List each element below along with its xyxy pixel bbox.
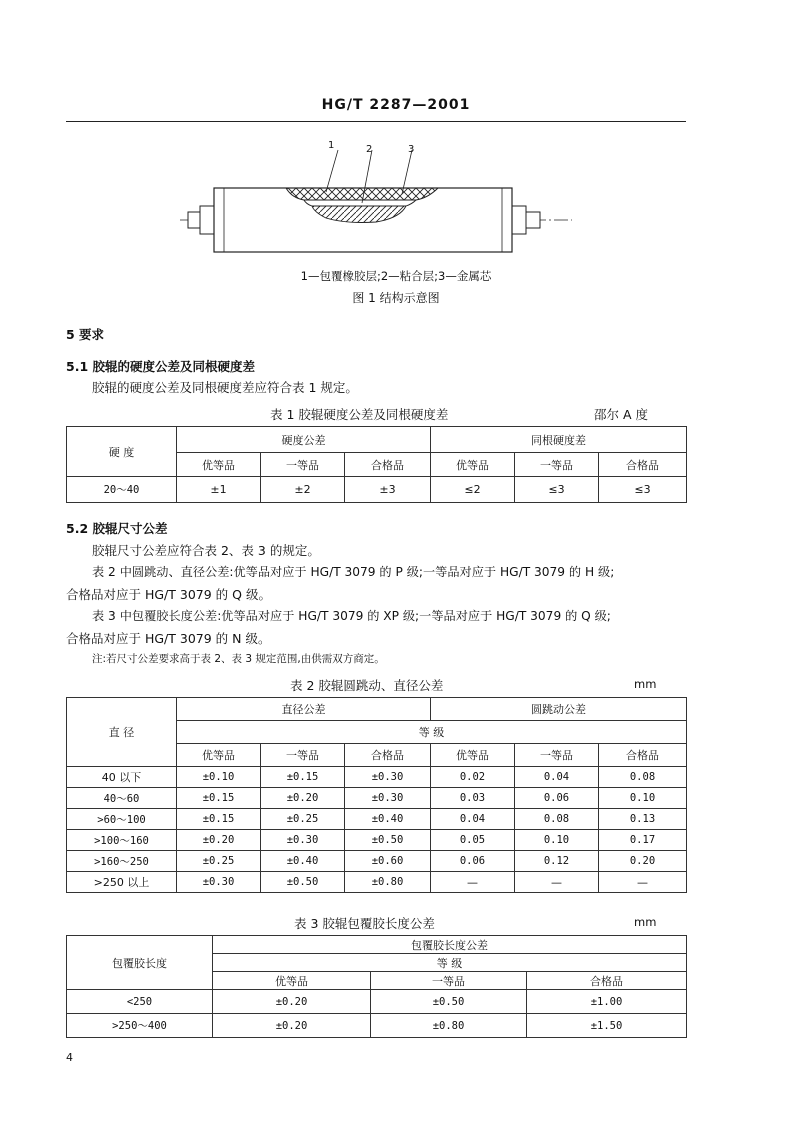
table-2-row-header: 直 径 xyxy=(67,698,177,767)
section-5-2-p1: 胶辊尺寸公差应符合表 2、表 3 的规定。 xyxy=(92,543,320,558)
table-1-row-header: 硬 度 xyxy=(67,427,177,477)
table-1 xyxy=(66,426,687,503)
table-cell: ±0.50 xyxy=(261,872,345,893)
page-number: 4 xyxy=(66,1051,73,1064)
table-2-subheader: 合格品 xyxy=(345,744,431,767)
table-2-unit: mm xyxy=(634,677,657,691)
left-shaft-end xyxy=(188,212,200,228)
table-2-subheader: 一等品 xyxy=(515,744,599,767)
table-1-caption: 表 1 胶辊硬度公差及同根硬度差 xyxy=(270,407,449,422)
table-cell: <250 xyxy=(67,990,213,1014)
table-cell: ±0.80 xyxy=(371,1014,527,1038)
table-2-caption: 表 2 胶辊圆跳动、直径公差 xyxy=(290,678,444,693)
table-cell: 0.08 xyxy=(515,809,599,830)
section-5-1-body: 胶辊的硬度公差及同根硬度差应符合表 1 规定。 xyxy=(92,380,358,395)
document-header: HG/T 2287—2001 xyxy=(321,97,471,113)
table-cell: ±0.80 xyxy=(345,872,431,893)
rubber-layer xyxy=(286,188,438,200)
table-2-group-diameter: 直径公差 xyxy=(177,698,431,721)
figure-caption: 图 1 结构示意图 xyxy=(352,291,440,305)
table-cell: 0.20 xyxy=(599,851,687,872)
table-cell: >60～100 xyxy=(67,809,177,830)
table-cell: ±3 xyxy=(345,477,431,503)
table-cell: 0.06 xyxy=(431,851,515,872)
table-row xyxy=(67,477,687,503)
table-cell: ±0.50 xyxy=(371,990,527,1014)
figure-label-3: 3 xyxy=(408,144,415,155)
table-cell: 40 以下 xyxy=(67,767,177,788)
table-row xyxy=(67,788,687,809)
table-cell: ±1.50 xyxy=(527,1014,687,1038)
table-cell: ±0.40 xyxy=(261,851,345,872)
table-cell: ±1 xyxy=(177,477,261,503)
table-cell: — xyxy=(431,872,515,893)
table-row xyxy=(67,1014,687,1038)
table-cell: ±1.00 xyxy=(527,990,687,1014)
table-cell: 0.04 xyxy=(431,809,515,830)
table-3-unit: mm xyxy=(634,915,657,929)
table-3-caption: 表 3 胶辊包覆胶长度公差 xyxy=(294,916,435,931)
table-row xyxy=(67,809,687,830)
table-cell: >250 以上 xyxy=(67,872,177,893)
table-cell: ±0.15 xyxy=(177,788,261,809)
table-cell: ±0.20 xyxy=(213,1014,371,1038)
table-3-group: 包覆胶长度公差 xyxy=(213,936,687,954)
table-3-subheader: 合格品 xyxy=(527,972,687,990)
table-cell: ±0.40 xyxy=(345,809,431,830)
section-5-2-p3a: 表 3 中包覆胶长度公差:优等品对应于 HG/T 3079 的 XP 级;一等品对应于 HG/T 3079 的 Q 级; xyxy=(92,609,611,623)
figure-legend: 1—包覆橡胶层;2—粘合层;3—金属芯 xyxy=(300,269,492,283)
table-1-group-hardness: 硬度公差 xyxy=(177,427,431,453)
table-cell: 0.08 xyxy=(599,767,687,788)
table-cell: ±0.15 xyxy=(177,809,261,830)
table-2-grade-header: 等 级 xyxy=(177,721,687,744)
table-cell: 0.06 xyxy=(515,788,599,809)
right-shaft-end xyxy=(526,212,540,228)
table-cell: 0.05 xyxy=(431,830,515,851)
table-cell: ±0.30 xyxy=(261,830,345,851)
table-cell: >100～160 xyxy=(67,830,177,851)
table-cell: ±0.25 xyxy=(261,809,345,830)
table-cell: — xyxy=(515,872,599,893)
table-cell: ≤3 xyxy=(599,477,687,503)
section-5-1-title: 5.1 胶辊的硬度公差及同根硬度差 xyxy=(66,359,255,374)
table-cell: 0.13 xyxy=(599,809,687,830)
table-2-subheader: 优等品 xyxy=(177,744,261,767)
section-5-title: 5 要求 xyxy=(66,327,105,342)
figure-label-1: 1 xyxy=(328,140,335,151)
table-cell: ±0.20 xyxy=(213,990,371,1014)
right-shaft xyxy=(512,206,526,234)
table-cell: 0.10 xyxy=(599,788,687,809)
table-1-subheader: 一等品 xyxy=(515,453,599,477)
table-cell: 0.04 xyxy=(515,767,599,788)
table-2-group-runout: 圆跳动公差 xyxy=(431,698,687,721)
section-5-2-title: 5.2 胶辊尺寸公差 xyxy=(66,521,168,536)
header-rule xyxy=(66,121,686,122)
table-cell: 0.02 xyxy=(431,767,515,788)
table-cell: ±0.25 xyxy=(177,851,261,872)
table-cell: ±2 xyxy=(261,477,345,503)
table-cell: 20～40 xyxy=(67,477,177,503)
table-3-row-header: 包覆胶长度 xyxy=(67,936,213,990)
roller-structure-diagram xyxy=(176,140,576,260)
table-cell: ±0.10 xyxy=(177,767,261,788)
table-2-subheader: 优等品 xyxy=(431,744,515,767)
table-cell: >160～250 xyxy=(67,851,177,872)
table-cell: ±0.20 xyxy=(261,788,345,809)
table-1-subheader: 一等品 xyxy=(261,453,345,477)
table-cell: 40～60 xyxy=(67,788,177,809)
table-cell: >250～400 xyxy=(67,1014,213,1038)
table-cell: 0.10 xyxy=(515,830,599,851)
table-1-group-same-roller: 同根硬度差 xyxy=(431,427,687,453)
table-1-subheader: 合格品 xyxy=(599,453,687,477)
table-cell: ±0.30 xyxy=(345,767,431,788)
table-3-subheader: 一等品 xyxy=(371,972,527,990)
table-cell: 0.17 xyxy=(599,830,687,851)
table-cell: ±0.30 xyxy=(345,788,431,809)
left-shaft xyxy=(200,206,214,234)
table-2 xyxy=(66,697,687,893)
table-1-subheader: 优等品 xyxy=(431,453,515,477)
adhesive-layer xyxy=(304,200,416,206)
table-cell: ±0.20 xyxy=(177,830,261,851)
table-cell: — xyxy=(599,872,687,893)
table-1-subheader: 优等品 xyxy=(177,453,261,477)
table-3-subheader: 优等品 xyxy=(213,972,371,990)
table-cell: ≤3 xyxy=(515,477,599,503)
section-5-2-note: 注:若尺寸公差要求高于表 2、表 3 规定范围,由供需双方商定。 xyxy=(92,653,385,665)
section-5-2-p2a: 表 2 中圆跳动、直径公差:优等品对应于 HG/T 3079 的 P 级;一等品对应于 HG/T 3079 的 H 级; xyxy=(92,565,615,579)
table-row xyxy=(67,767,687,788)
table-1-unit: 邵尔 A 度 xyxy=(594,407,648,422)
section-5-2-p3b: 合格品对应于 HG/T 3079 的 N 级。 xyxy=(66,631,271,646)
table-3 xyxy=(66,935,687,1038)
table-2-subheader: 一等品 xyxy=(261,744,345,767)
table-cell: ±0.60 xyxy=(345,851,431,872)
table-3-grade-header: 等 级 xyxy=(213,954,687,972)
table-1-subheader: 合格品 xyxy=(345,453,431,477)
table-cell: ±0.30 xyxy=(177,872,261,893)
table-cell: ±0.15 xyxy=(261,767,345,788)
table-cell: 0.12 xyxy=(515,851,599,872)
table-row xyxy=(67,830,687,851)
table-cell: ≤2 xyxy=(431,477,515,503)
table-row xyxy=(67,851,687,872)
table-cell: ±0.50 xyxy=(345,830,431,851)
table-cell: 0.03 xyxy=(431,788,515,809)
table-row xyxy=(67,872,687,893)
figure-label-2: 2 xyxy=(366,144,373,155)
section-5-2-p2b: 合格品对应于 HG/T 3079 的 Q 级。 xyxy=(66,587,271,602)
table-2-subheader: 合格品 xyxy=(599,744,687,767)
table-row xyxy=(67,990,687,1014)
